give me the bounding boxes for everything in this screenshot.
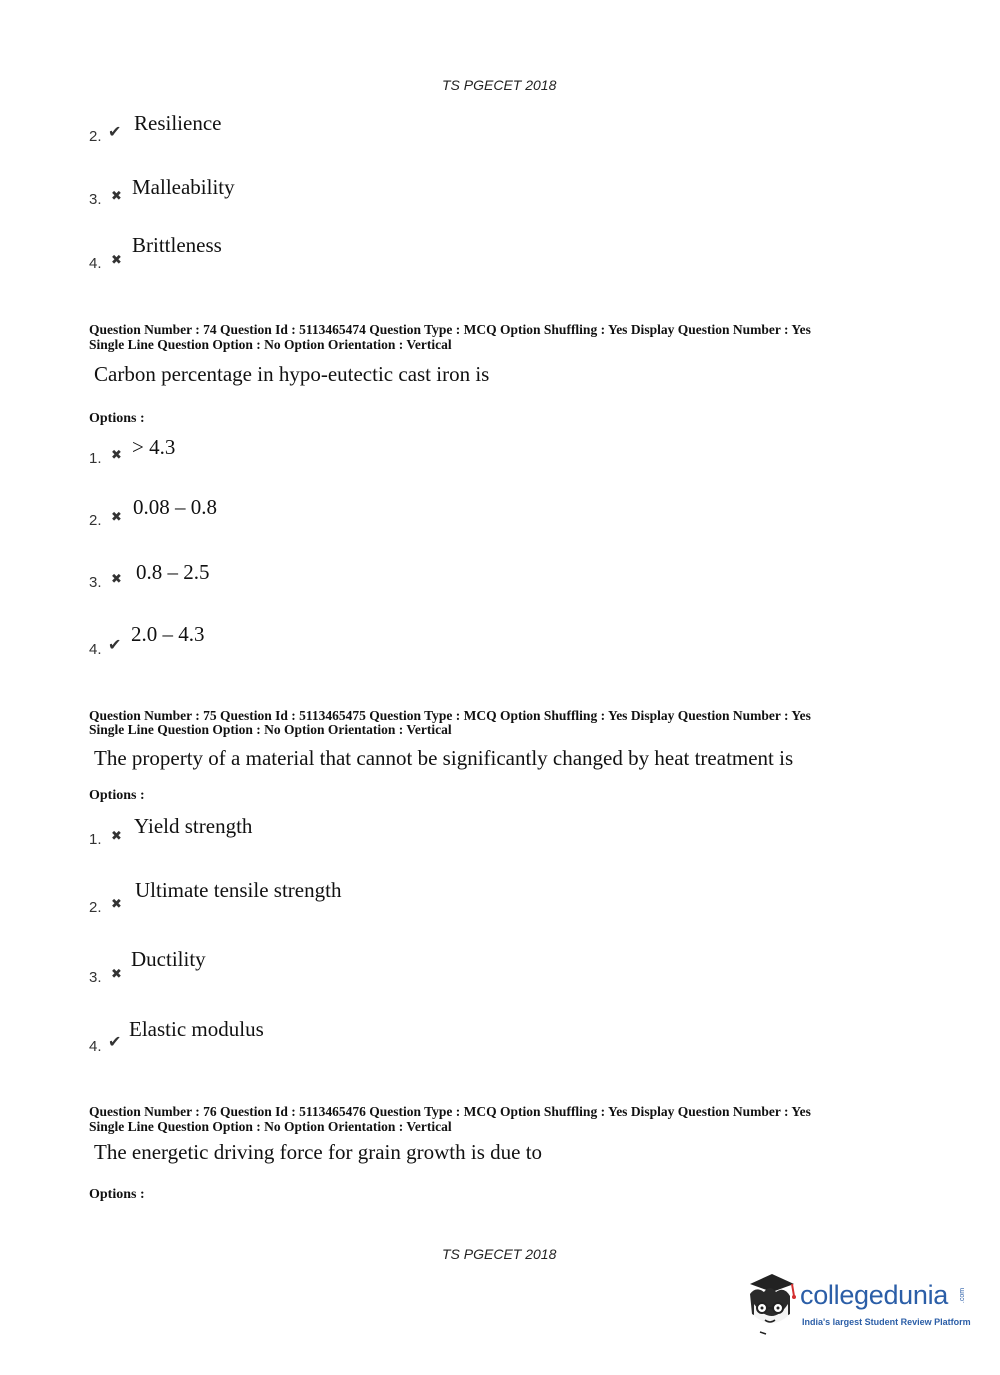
option-number: 4. <box>89 1038 102 1055</box>
cross-mark-icon: ✖ <box>111 966 122 981</box>
option-text: Ductility <box>131 947 206 971</box>
option-text: 2.0 – 4.3 <box>131 622 205 646</box>
option-number: 4. <box>89 255 102 272</box>
cross-mark-icon: ✖ <box>111 188 122 203</box>
logo-wordmark: collegedunia <box>800 1280 949 1310</box>
option-number: 3. <box>89 969 102 986</box>
option-number: 2. <box>89 512 102 529</box>
option-text: Ultimate tensile strength <box>135 878 342 902</box>
option-text: 0.08 – 0.8 <box>133 495 217 519</box>
question-meta-line1: Question Number : 76 Question Id : 5113465476 Question Type : MCQ Option Shuffling : Yes Display Question Number : Yes <box>89 1104 811 1119</box>
question-meta-line2: Single Line Question Option : No Option Orientation : Vertical <box>89 1119 452 1134</box>
option-number: 2. <box>89 899 102 916</box>
check-mark-icon: ✔ <box>108 1034 122 1051</box>
options-label: Options : <box>89 788 145 803</box>
page-footer: TS PGECET 2018 <box>442 1246 557 1262</box>
option-number: 1. <box>89 450 102 467</box>
question-meta-line1: Question Number : 75 Question Id : 5113465475 Question Type : MCQ Option Shuffling : Yes Display Question Number : Yes <box>89 708 811 723</box>
question-meta-line2: Single Line Question Option : No Option Orientation : Vertical <box>89 722 452 737</box>
question-meta-line1: Question Number : 74 Question Id : 5113465474 Question Type : MCQ Option Shuffling : Yes Display Question Number : Yes <box>89 322 811 337</box>
question-text: The property of a material that cannot be significantly changed by heat treatment is <box>94 746 794 770</box>
options-label: Options : <box>89 411 145 426</box>
collegedunia-logo <box>742 1270 972 1340</box>
cross-mark-icon: ✖ <box>111 447 122 462</box>
check-mark-icon: ✔ <box>108 637 122 654</box>
options-label: Options : <box>89 1187 145 1202</box>
mascot-icon <box>742 1270 800 1340</box>
question-meta-line2: Single Line Question Option : No Option Orientation : Vertical <box>89 337 452 352</box>
option-text: Elastic modulus <box>129 1017 264 1041</box>
option-text: Malleability <box>132 175 235 199</box>
check-mark-icon: ✔ <box>108 124 122 141</box>
option-number: 3. <box>89 574 102 591</box>
option-number: 2. <box>89 128 102 145</box>
option-text: 0.8 – 2.5 <box>136 560 210 584</box>
cross-mark-icon: ✖ <box>111 896 122 911</box>
option-text: Resilience <box>134 111 222 135</box>
option-number: 4. <box>89 641 102 658</box>
logo-suffix: .com <box>959 1287 967 1304</box>
cross-mark-icon: ✖ <box>111 252 122 267</box>
option-number: 3. <box>89 191 102 208</box>
question-text: The energetic driving force for grain growth is due to <box>94 1140 543 1164</box>
cross-mark-icon: ✖ <box>111 571 122 586</box>
option-text: > 4.3 <box>132 435 176 459</box>
option-text: Yield strength <box>134 814 253 838</box>
question-text: Carbon percentage in hypo-eutectic cast iron is <box>94 362 490 386</box>
cross-mark-icon: ✖ <box>111 509 122 524</box>
option-text: Brittleness <box>132 233 222 257</box>
cross-mark-icon: ✖ <box>111 828 122 843</box>
logo-tagline: India's largest Student Review Platform <box>802 1317 971 1327</box>
option-number: 1. <box>89 831 102 848</box>
page-header: TS PGECET 2018 <box>442 77 557 93</box>
